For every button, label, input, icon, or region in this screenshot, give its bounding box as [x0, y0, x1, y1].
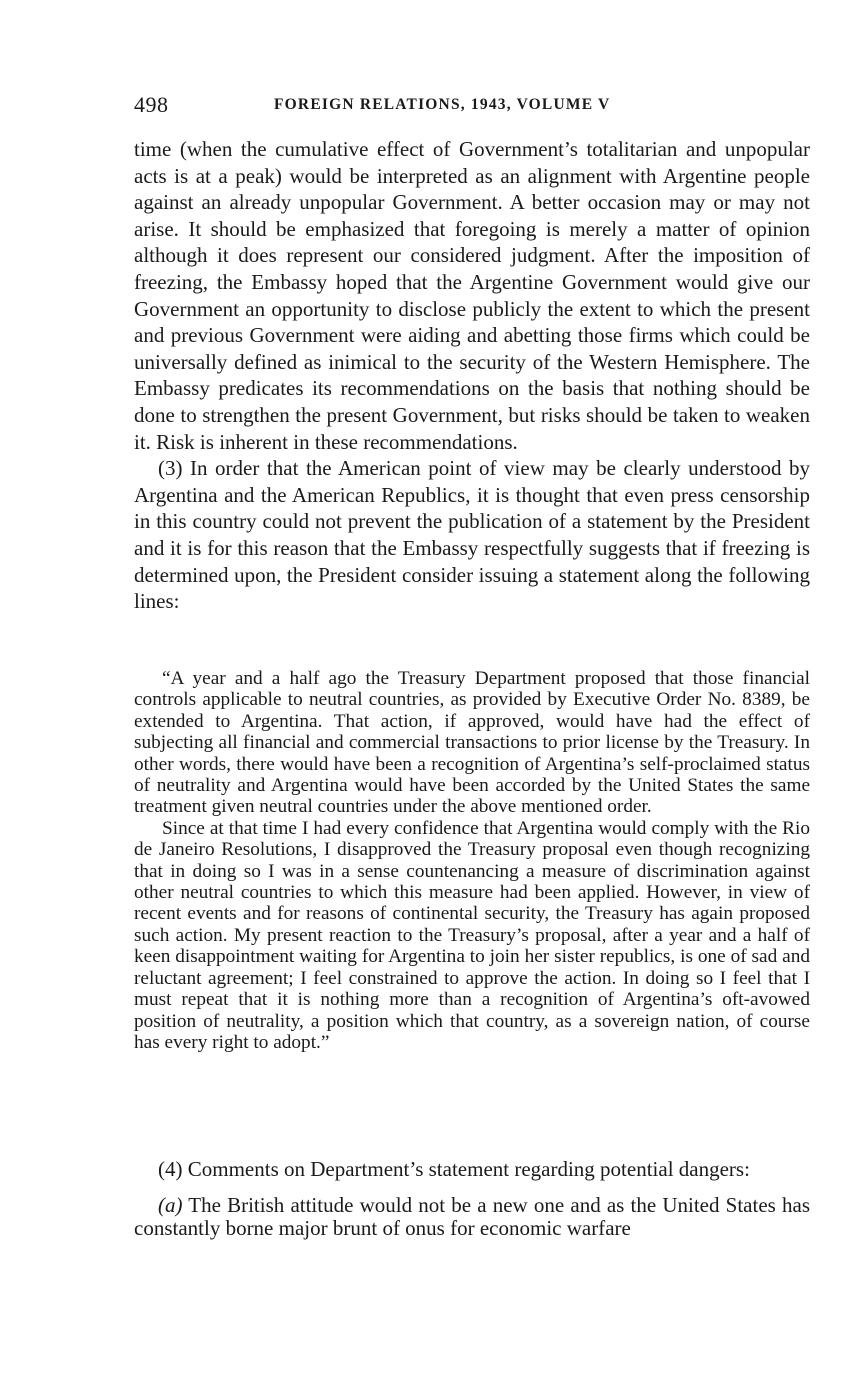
- block-quote: [134, 668, 810, 1053]
- paragraph-4a-text: The British attitude would not be a new one and as the United States has constantly borne major brunt of onus for economic warfare: [134, 1193, 810, 1240]
- paragraph-3: (3) In order that the American point of view may be clearly understood by Argentina and the American Republics, it is thought that even press censorship in this country could not prevent the publication of a statement by the President and it is for this reason that the Embassy respectfully suggests that if freezing is determined upon, the President consider issuing a statement along the following lines:: [134, 456, 810, 614]
- body-text: [134, 136, 810, 615]
- paragraph-continuation: time (when the cumulative effect of Government’s totalitarian and unpopular acts is at a peak) would be interpreted as an alignment with Argentine people against an already unpopular Government. A better occasion may or may not arise. It should be emphasized that foregoing is merely a matter of opinion although it does represent our considered judgment. After the imposition of freezing, the Embassy hoped that the Argentine Government would give our Government an opportunity to disclose publicly the extent to which the present and previous Government were aiding and abetting those firms which could be universally defined as inimical to the security of the Western Hemisphere. The Embassy predicates its recommendations on the basis that nothing should be done to strengthen the present Government, but risks should be taken to weaken it. Risk is inherent in these recommendations.: [134, 137, 810, 454]
- page-header: [134, 92, 810, 122]
- body-text-continued: [134, 1156, 810, 1252]
- paragraph-4a: [134, 1194, 810, 1240]
- page-number: 498: [134, 92, 169, 117]
- running-head: FOREIGN RELATIONS, 1943, VOLUME V: [274, 96, 611, 113]
- quote-paragraph-2: Since at that time I had every confidence that Argentina would comply with the Rio de Janeiro Resolutions, I disapproved the Treasury proposal even though recognizing that in doing so I was in a sense countenancing a measure of discrimination against other neutral countries to which this measure had been applied. However, in view of recent events and for reasons of continental security, the Treasury has again proposed such action. My present reaction to the Treasury’s proposal, after a year and a half of keen disappointment waiting for Argentina to join her sister republics, is one of sad and reluctant agreement; I feel constrained to approve the action. In doing so I feel that I must repeat that it is nothing more than a recognition of Argentina’s oft-avowed position of neutrality, a position which that country, as a sovereign nation, of course has every right to adopt.”: [134, 817, 810, 1053]
- quote-paragraph-1: “A year and a half ago the Treasury Department proposed that those financial controls applicable to neutral countries, as provided by Executive Order No. 8389, be extended to Argentina. That action, if approved, would have had the effect of subjecting all financial and commercial transactions to prior license by the Treasury. In other words, there would have been a recognition of Argentina’s self-proclaimed status of neutrality and Argentina would have been accorded by the United States the same treatment given neutral countries under the above mentioned order.: [134, 668, 810, 818]
- paragraph-4: (4) Comments on Department’s statement regarding potential dangers:: [158, 1157, 750, 1181]
- paragraph-4a-label: (a): [158, 1193, 183, 1217]
